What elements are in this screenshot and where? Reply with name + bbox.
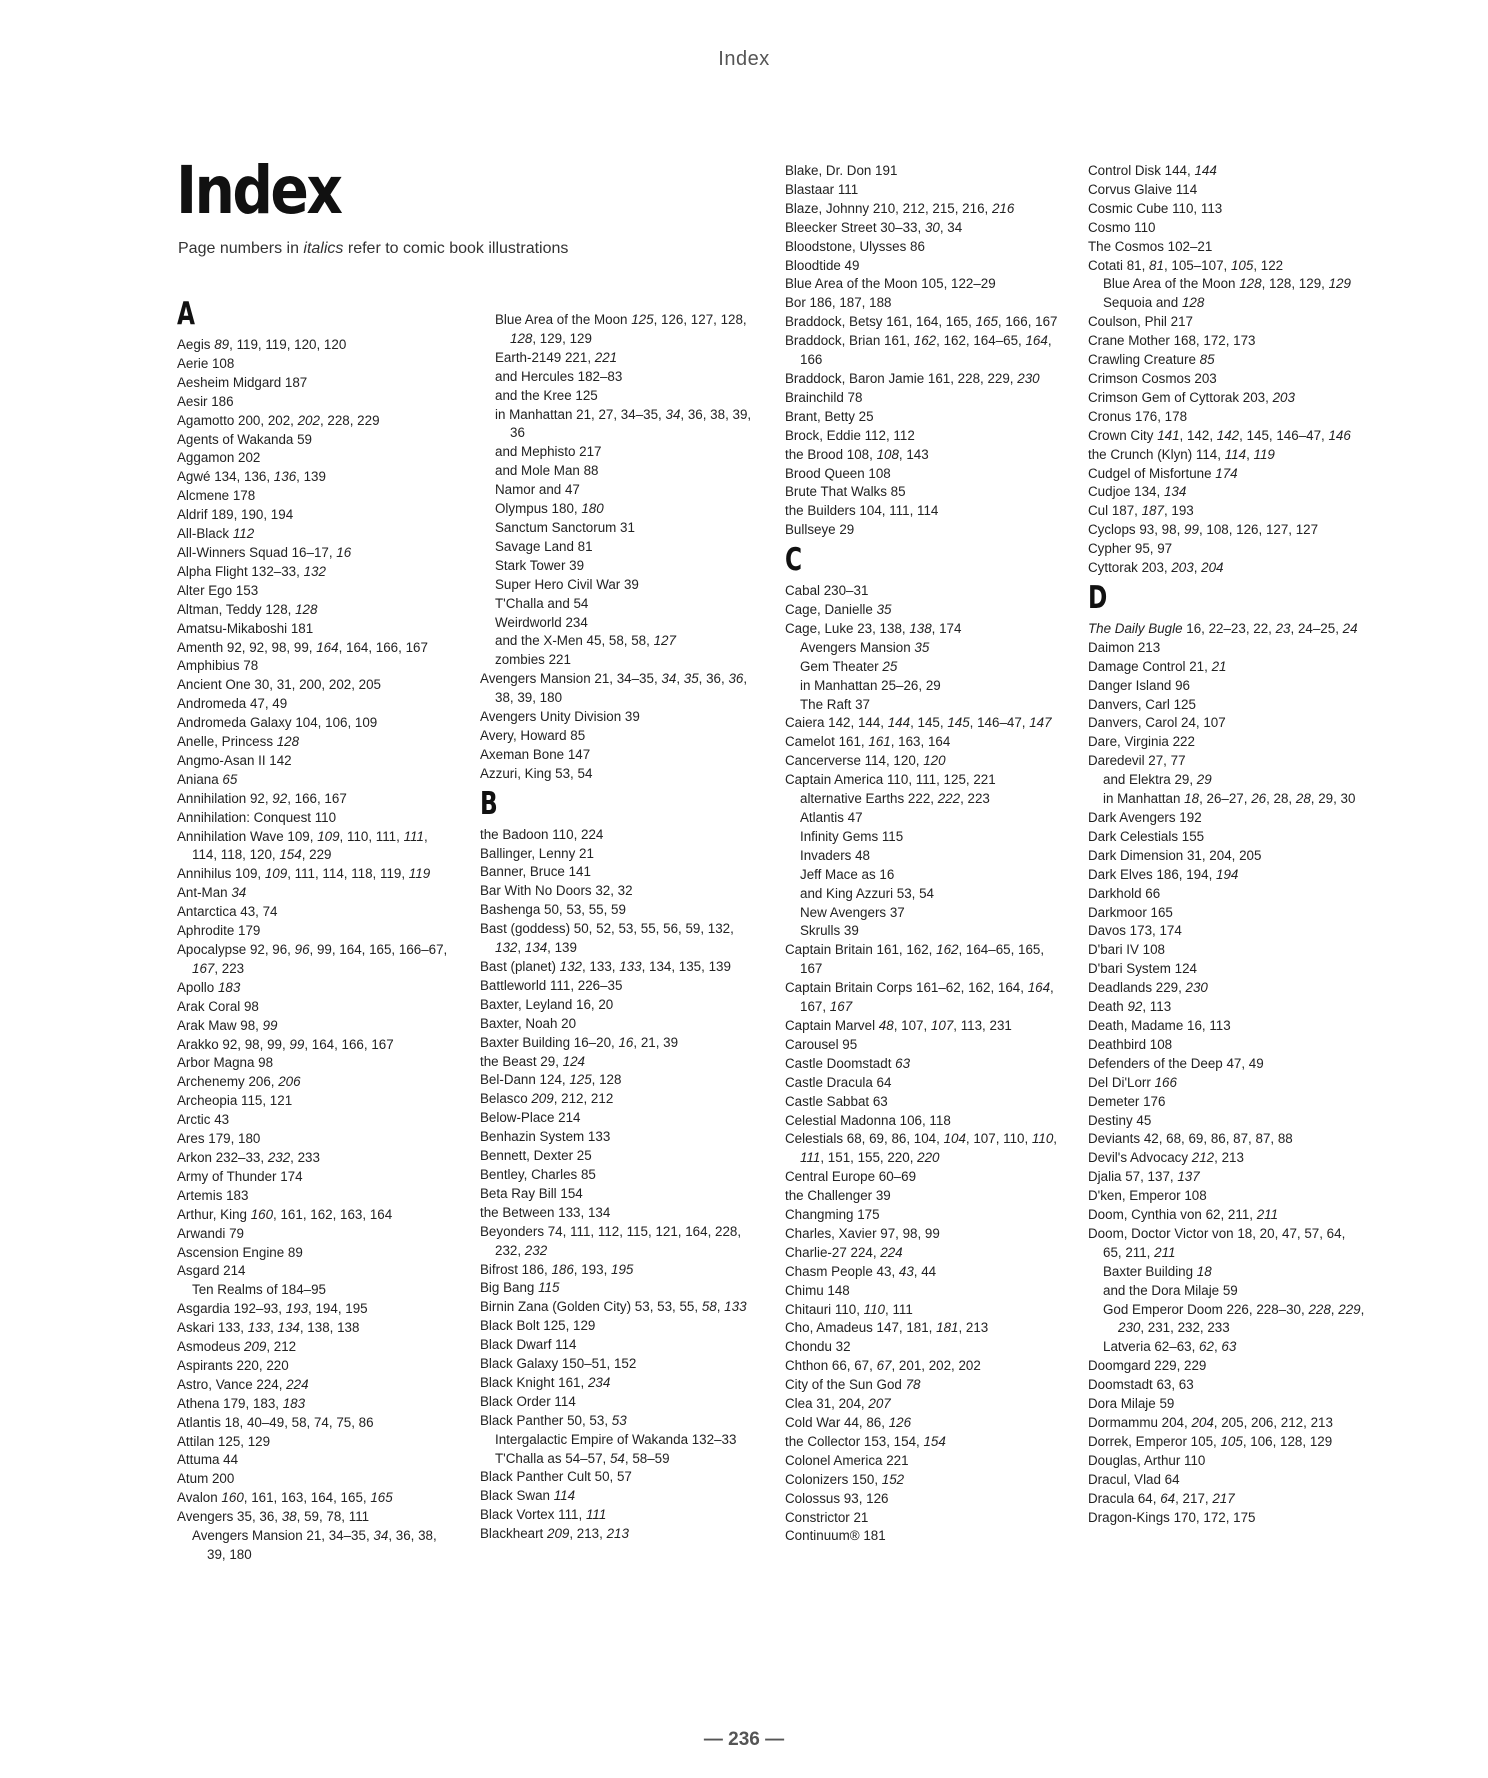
index-entry: Angmo-Asan II 142 — [177, 752, 292, 768]
index-subentry: in Manhattan 21, 27, 34–35, 34, 36, 38, 39, 36 — [495, 406, 752, 441]
index-subentry: Atlantis 47 — [800, 810, 863, 825]
index-entry: Celestials 68, 69, 86, 104, 104, 107, 110, 110, 111, 151, 155, 220, 220 — [785, 1131, 1058, 1166]
index-entry: Dark Elves 186, 194, 194 — [1088, 866, 1239, 882]
index-entry: Dora Milaje 59 — [1088, 1396, 1175, 1412]
index-entry: Cyclops 93, 98, 99, 108, 126, 127, 127 — [1088, 522, 1319, 538]
index-entry: Death, Madame 16, 113 — [1088, 1017, 1231, 1033]
index-entry: Atlantis 18, 40–49, 58, 74, 75, 86 — [177, 1414, 374, 1430]
index-entry: Aegis 89, 119, 119, 120, 120 — [177, 337, 347, 352]
index-entry: Aesheim Midgard 187 — [177, 374, 308, 390]
index-entry: Crane Mother 168, 172, 173 — [1088, 333, 1256, 349]
index-entry: Demeter 176 — [1088, 1093, 1166, 1109]
index-subentry: Baxter Building 18 — [1103, 1263, 1212, 1279]
index-entry: Death 92, 113 — [1088, 999, 1172, 1015]
index-entry: Aggamon 202 — [177, 450, 261, 466]
index-entry: the Between 133, 134 — [480, 1204, 611, 1220]
index-entry: Aesir 186 — [177, 393, 234, 409]
index-entry: Colonel America 221 — [785, 1452, 909, 1468]
index-entry: Danvers, Carl 125 — [1088, 696, 1196, 712]
index-entry: Bloodstone, Ulysses 86 — [785, 238, 925, 254]
index-entry: Brainchild 78 — [785, 389, 863, 405]
index-entry: Annihilation: Conquest 110 — [177, 809, 337, 825]
index-subentry: Skrulls 39 — [800, 923, 859, 939]
index-entry: Battleworld 111, 226–35 — [480, 977, 623, 993]
index-subentry: Latveria 62–63, 62, 63 — [1103, 1339, 1237, 1355]
index-subtitle — [178, 240, 568, 258]
index-subentry: Weirdworld 234 — [495, 614, 588, 630]
index-entry: Cosmo 110 — [1088, 219, 1156, 235]
index-subentry: Ten Realms of 184–95 — [192, 1282, 326, 1298]
index-entry: Black Knight 161, 234 — [480, 1374, 611, 1390]
index-entry: Arkon 232–33, 232, 233 — [177, 1149, 320, 1165]
index-entry: Asgardia 192–93, 193, 194, 195 — [177, 1301, 368, 1317]
index-entry: Astro, Vance 224, 224 — [177, 1376, 309, 1392]
index-subentry: Jeff Mace as 16 — [800, 866, 895, 882]
index-subentry: T'Challa and 54 — [495, 595, 589, 611]
index-column-4 — [1088, 162, 1366, 1527]
index-entry: Anelle, Princess 128 — [177, 734, 300, 750]
index-entry: Chasm People 43, 43, 44 — [785, 1263, 937, 1279]
index-subentry: Sanctum Sanctorum 31 — [495, 519, 635, 535]
index-entry: Beta Ray Bill 154 — [480, 1185, 583, 1201]
index-entry: Daimon 213 — [1088, 639, 1161, 655]
index-entry: Coulson, Phil 217 — [1088, 314, 1193, 330]
index-entry: Arthur, King 160, 161, 162, 163, 164 — [177, 1206, 393, 1222]
index-entry: Aspirants 220, 220 — [177, 1357, 289, 1373]
index-entry: Bast (planet) 132, 133, 133, 134, 135, 139 — [480, 959, 731, 974]
index-entry: Blue Area of the Moon 105, 122–29 — [785, 276, 996, 292]
index-entry: Cabal 230–31 — [785, 583, 869, 599]
index-entry: Andromeda 47, 49 — [177, 696, 288, 712]
index-subentry: and the Kree 125 — [495, 387, 598, 403]
index-entry: All-Black 112 — [177, 526, 255, 542]
index-entry: Danvers, Carol 24, 107 — [1088, 715, 1226, 731]
index-entry: Deadlands 229, 230 — [1088, 980, 1208, 996]
index-entry: Constrictor 21 — [785, 1509, 869, 1525]
index-entry: Blastaar 111 — [785, 181, 859, 197]
index-entry: Atum 200 — [177, 1471, 235, 1487]
index-entry: Djalia 57, 137, 137 — [1088, 1169, 1200, 1185]
index-entry: Amenth 92, 92, 98, 99, 164, 164, 166, 167 — [177, 639, 428, 655]
page-number: — 236 — — [703, 1729, 785, 1750]
index-subentry: Gem Theater 25 — [800, 658, 898, 674]
index-entry: Athena 179, 183, 183 — [177, 1395, 306, 1411]
index-entry: Blaze, Johnny 210, 212, 215, 216, 216 — [785, 200, 1015, 216]
index-entry: Big Bang 115 — [480, 1280, 560, 1296]
index-subentry: T'Challa as 54–57, 54, 58–59 — [495, 1450, 670, 1466]
index-entry: Agents of Wakanda 59 — [177, 431, 312, 447]
index-entry: Del Di'Lorr 166 — [1088, 1074, 1177, 1090]
index-subentry: and Elektra 29, 29 — [1103, 772, 1212, 788]
index-column-3 — [785, 162, 1063, 1546]
index-entry: Crown City 141, 142, 142, 145, 146–47, 146 — [1088, 427, 1351, 443]
index-entry: the Builders 104, 111, 114 — [785, 503, 939, 519]
index-entry: Ballinger, Lenny 21 — [480, 845, 594, 861]
index-entry: Bentley, Charles 85 — [480, 1166, 596, 1182]
index-entry: Avery, Howard 85 — [480, 727, 586, 743]
index-entry: Cosmic Cube 110, 113 — [1088, 200, 1223, 216]
index-subentry: Earth-2149 221, 221 — [495, 349, 618, 365]
index-entry: Daredevil 27, 77 — [1088, 753, 1186, 769]
index-entry: Baxter, Leyland 16, 20 — [480, 996, 614, 1012]
index-entry: Avengers 35, 36, 38, 59, 78, 111 — [177, 1509, 370, 1525]
index-entry: Chondu 32 — [785, 1339, 851, 1355]
index-entry: Baxter Building 16–20, 16, 21, 39 — [480, 1034, 679, 1050]
index-entry: Birnin Zana (Golden City) 53, 53, 55, 58, 133 — [480, 1299, 747, 1315]
index-entry: Cold War 44, 86, 126 — [785, 1415, 912, 1430]
index-entry: Arwandi 79 — [177, 1225, 244, 1241]
index-entry: Cyttorak 203, 203, 204 — [1088, 560, 1224, 576]
index-subentry: New Avengers 37 — [800, 904, 905, 920]
index-entry: Aldrif 189, 190, 194 — [177, 507, 294, 523]
index-entry: Crimson Cosmos 203 — [1088, 370, 1217, 386]
index-entry: Black Galaxy 150–51, 152 — [480, 1356, 637, 1372]
index-subentry: Olympus 180, 180 — [495, 501, 604, 517]
index-entry: Annihilus 109, 109, 111, 114, 118, 119, 119 — [177, 866, 431, 882]
index-entry: Dracul, Vlad 64 — [1088, 1471, 1180, 1487]
page-title: Index — [176, 152, 341, 229]
index-entry: Blackheart 209, 213, 213 — [480, 1526, 629, 1542]
index-entry: Cotati 81, 81, 105–107, 105, 122 — [1088, 257, 1284, 273]
index-entry: Deathbird 108 — [1088, 1036, 1173, 1052]
index-entry: Alpha Flight 132–33, 132 — [177, 563, 326, 579]
index-subentry: in Manhattan 18, 26–27, 26, 28, 28, 29, 30 — [1103, 791, 1356, 807]
index-entry: Avalon 160, 161, 163, 164, 165, 165 — [177, 1490, 393, 1506]
index-entry: Colonizers 150, 152 — [785, 1471, 905, 1487]
index-entry: Clea 31, 204, 207 — [785, 1396, 891, 1412]
index-subentry: and the X-Men 45, 58, 58, 127 — [495, 633, 676, 649]
index-subentry: Infinity Gems 115 — [800, 828, 904, 844]
index-entry: Antarctica 43, 74 — [177, 904, 278, 920]
index-entry: Attilan 125, 129 — [177, 1433, 271, 1449]
index-entry: Camelot 161, 161, 163, 164 — [785, 734, 951, 750]
section-letter-b: B — [480, 785, 498, 822]
index-entry: Ant-Man 34 — [177, 885, 247, 901]
index-entry: Castle Dracula 64 — [785, 1074, 892, 1090]
index-entry: Dorrek, Emperor 105, 105, 106, 128, 129 — [1088, 1433, 1333, 1449]
index-entry: Bar With No Doors 32, 32 — [480, 883, 633, 899]
index-entry: Douglas, Arthur 110 — [1088, 1452, 1206, 1468]
index-entry: Dark Avengers 192 — [1088, 810, 1202, 825]
index-entry: Archeopia 115, 121 — [177, 1093, 293, 1109]
index-entry: Dormammu 204, 204, 205, 206, 212, 213 — [1088, 1415, 1333, 1430]
index-entry: Attuma 44 — [177, 1452, 239, 1468]
index-entry: Cul 187, 187, 193 — [1088, 503, 1194, 519]
index-entry: Azzuri, King 53, 54 — [480, 765, 593, 781]
index-entry: Captain Britain Corps 161–62, 162, 164, 164, 167, 167 — [785, 980, 1054, 1015]
index-entry: Arctic 43 — [177, 1112, 230, 1128]
index-entry: Bifrost 186, 186, 193, 195 — [480, 1261, 634, 1277]
index-entry: Brute That Walks 85 — [785, 484, 906, 500]
index-entry: Black Dwarf 114 — [480, 1337, 577, 1353]
index-entry: Asgard 214 — [177, 1263, 246, 1279]
index-entry: Cudgel of Misfortune 174 — [1088, 465, 1238, 481]
index-entry: Altman, Teddy 128, 128 — [177, 601, 318, 617]
index-column-2 — [480, 311, 758, 1544]
index-entry: Braddock, Baron Jamie 161, 228, 229, 230 — [785, 370, 1040, 386]
index-entry: Annihilation Wave 109, 109, 110, 111, 111, 114, 118, 120, 154, 229 — [177, 828, 428, 863]
index-entry: Cudjoe 134, 134 — [1088, 484, 1187, 500]
index-entry: Avengers Unity Division 39 — [480, 709, 640, 725]
index-subentry: Blue Area of the Moon 125, 126, 127, 128, 128, 129, 129 — [495, 312, 747, 346]
index-entry: Carousel 95 — [785, 1036, 858, 1052]
index-entry: Defenders of the Deep 47, 49 — [1088, 1055, 1264, 1071]
index-entry: Devil's Advocacy 212, 213 — [1088, 1150, 1244, 1166]
index-entry: The Cosmos 102–21 — [1088, 238, 1213, 254]
section-letter-c: C — [785, 542, 803, 579]
index-entry: Destiny 45 — [1088, 1112, 1152, 1128]
index-entry: Castle Sabbat 63 — [785, 1093, 888, 1109]
index-entry: Aerie 108 — [177, 355, 235, 371]
index-entry: Cypher 95, 97 — [1088, 541, 1173, 557]
index-subentry: God Emperor Doom 226, 228–30, 228, 229, 230, 231, 232, 233 — [1103, 1301, 1365, 1336]
index-entry: Arak Maw 98, 99 — [177, 1017, 278, 1033]
index-entry: Colossus 93, 126 — [785, 1490, 889, 1506]
index-subentry: in Manhattan 25–26, 29 — [800, 677, 941, 693]
index-entry: Castle Doomstadt 63 — [785, 1055, 911, 1071]
index-entry: Agamotto 200, 202, 202, 228, 229 — [177, 412, 380, 428]
index-entry: Baxter, Noah 20 — [480, 1015, 577, 1031]
index-entry: Continuum® 181 — [785, 1528, 886, 1544]
index-entry: Captain Marvel 48, 107, 107, 113, 231 — [785, 1017, 1012, 1033]
index-entry: Brood Queen 108 — [785, 465, 891, 481]
index-subentry: The Raft 37 — [800, 696, 870, 712]
index-column-1 — [177, 296, 455, 1565]
index-entry: Banner, Bruce 141 — [480, 864, 591, 880]
index-entry: Charles, Xavier 97, 98, 99 — [785, 1225, 940, 1241]
index-entry: Central Europe 60–69 — [785, 1169, 917, 1185]
index-entry: Davos 173, 174 — [1088, 923, 1182, 939]
index-entry: Dark Celestials 155 — [1088, 828, 1205, 844]
index-entry: Bennett, Dexter 25 — [480, 1148, 592, 1164]
index-entry: Annihilation 92, 92, 166, 167 — [177, 790, 347, 806]
index-entry: Chitauri 110, 110, 111 — [785, 1301, 913, 1317]
index-subentry: zombies 221 — [495, 652, 571, 668]
index-entry: Cage, Luke 23, 138, 138, 174 — [785, 620, 962, 636]
index-entry: the Challenger 39 — [785, 1188, 891, 1204]
index-entry: Control Disk 144, 144 — [1088, 163, 1217, 178]
index-entry: Caiera 142, 144, 144, 145, 145, 146–47, 147 — [785, 715, 1052, 731]
index-entry: Alter Ego 153 — [177, 582, 259, 598]
index-entry: Black Panther 50, 53, 53 — [480, 1412, 627, 1428]
index-entry: The Daily Bugle 16, 22–23, 22, 23, 24–25, 24 — [1088, 620, 1358, 636]
index-entry: Doomstadt 63, 63 — [1088, 1377, 1194, 1393]
index-entry: Benhazin System 133 — [480, 1129, 611, 1145]
index-subentry: Avengers Mansion 35 — [800, 639, 930, 655]
index-entry: the Badoon 110, 224 — [480, 826, 604, 842]
index-entry: Bast (goddess) 50, 52, 53, 55, 56, 59, 132, 132, 134, 139 — [480, 921, 734, 956]
index-entry: City of the Sun God 78 — [785, 1377, 921, 1393]
index-subentry: Namor and 47 — [495, 482, 580, 498]
index-entry: Captain America 110, 111, 125, 221 — [785, 772, 996, 788]
index-entry: Crawling Creature 85 — [1088, 352, 1215, 368]
index-entry: the Collector 153, 154, 154 — [785, 1433, 946, 1449]
index-entry: the Brood 108, 108, 143 — [785, 446, 929, 462]
index-entry: Bleecker Street 30–33, 30, 34 — [785, 219, 963, 235]
index-entry: D'bari IV 108 — [1088, 942, 1165, 958]
index-entry: Crimson Gem of Cyttorak 203, 203 — [1088, 389, 1295, 405]
index-entry: Cage, Danielle 35 — [785, 602, 892, 618]
index-entry: Belasco 209, 212, 212 — [480, 1091, 614, 1107]
index-entry: Brock, Eddie 112, 112 — [785, 427, 915, 443]
index-subentry: and King Azzuri 53, 54 — [800, 885, 934, 901]
index-subentry: Invaders 48 — [800, 847, 870, 863]
subtitle-lead: Page numbers in — [178, 240, 304, 257]
index-entry: the Crunch (Klyn) 114, 114, 119 — [1088, 446, 1275, 462]
index-entry: Dark Dimension 31, 204, 205 — [1088, 847, 1262, 863]
index-entry: Doom, Cynthia von 62, 211, 211 — [1088, 1207, 1279, 1223]
index-subentry: Intergalactic Empire of Wakanda 132–33 — [495, 1431, 737, 1447]
index-entry: Axeman Bone 147 — [480, 746, 591, 762]
index-entry: Black Order 114 — [480, 1393, 576, 1409]
index-entry: D'ken, Emperor 108 — [1088, 1188, 1207, 1204]
index-entry: Deviants 42, 68, 69, 86, 87, 87, 88 — [1088, 1131, 1293, 1147]
index-subentry: alternative Earths 222, 222, 223 — [800, 791, 990, 807]
index-subentry: Super Hero Civil War 39 — [495, 576, 639, 592]
section-letter-d: D — [1088, 579, 1108, 616]
index-entry: Alcmene 178 — [177, 488, 256, 504]
index-subentry: and Hercules 182–83 — [495, 368, 623, 384]
index-entry: Bullseye 29 — [785, 522, 855, 538]
index-subentry: Avengers Mansion 21, 34–35, 34, 36, 38, 39, 180 — [192, 1528, 437, 1562]
index-entry: Braddock, Brian 161, 162, 162, 164–65, 164, 166 — [785, 333, 1052, 368]
index-entry: Bor 186, 187, 188 — [785, 295, 892, 311]
index-entry: Beyonders 74, 111, 112, 115, 121, 164, 228, 232, 232 — [480, 1223, 742, 1258]
index-entry: Ares 179, 180 — [177, 1131, 261, 1147]
index-entry: Apollo 183 — [177, 979, 241, 995]
index-entry: Arbor Magna 98 — [177, 1055, 274, 1071]
index-entry: Doomgard 229, 229 — [1088, 1358, 1207, 1374]
index-entry: All-Winners Squad 16–17, 16 — [177, 544, 352, 560]
index-entry: Dare, Virginia 222 — [1088, 734, 1195, 750]
index-entry: Black Panther Cult 50, 57 — [480, 1469, 632, 1485]
index-entry: Brant, Betty 25 — [785, 408, 874, 424]
index-entry: Cronus 176, 178 — [1088, 408, 1188, 424]
index-entry: Arak Coral 98 — [177, 998, 259, 1014]
index-entry: Dragon-Kings 170, 172, 175 — [1088, 1509, 1256, 1525]
index-entry: Asmodeus 209, 212 — [177, 1339, 297, 1355]
subtitle-italics: italics — [303, 240, 344, 257]
section-letter-a: A — [177, 296, 195, 332]
index-entry: Below-Place 214 — [480, 1110, 581, 1126]
index-subentry: Savage Land 81 — [495, 538, 593, 554]
index-entry: Askari 133, 133, 134, 138, 138 — [177, 1320, 360, 1336]
index-entry: Chthon 66, 67, 67, 201, 202, 202 — [785, 1358, 981, 1374]
index-entry: Corvus Glaive 114 — [1088, 181, 1198, 197]
index-subentry: Sequoia and 128 — [1103, 295, 1205, 311]
index-entry: Bloodtide 49 — [785, 257, 860, 273]
index-entry: Agwé 134, 136, 136, 139 — [177, 469, 326, 485]
index-entry: Bashenga 50, 53, 55, 59 — [480, 902, 626, 918]
index-entry: Black Bolt 125, 129 — [480, 1318, 596, 1334]
index-subentry: Stark Tower 39 — [495, 557, 585, 573]
index-entry: Black Swan 114 — [480, 1488, 576, 1504]
index-entry: Artemis 183 — [177, 1187, 249, 1203]
index-entry: Avengers Mansion 21, 34–35, 34, 35, 36, 36, 38, 39, 180 — [480, 671, 748, 706]
index-entry: Darkmoor 165 — [1088, 904, 1173, 920]
index-subentry: Blue Area of the Moon 128, 128, 129, 129 — [1103, 276, 1351, 292]
index-entry: Captain Britain 161, 162, 162, 164–65, 165, 167 — [785, 942, 1045, 977]
index-entry: Cancerverse 114, 120, 120 — [785, 753, 946, 769]
index-subentry: and Mole Man 88 — [495, 463, 599, 479]
index-entry: Chimu 148 — [785, 1282, 850, 1298]
index-entry: Aniana 65 — [177, 771, 238, 787]
index-entry: Changming 175 — [785, 1207, 880, 1223]
index-entry: Aphrodite 179 — [177, 923, 261, 939]
index-entry: Cho, Amadeus 147, 181, 181, 213 — [785, 1320, 989, 1336]
index-entry: Arakko 92, 98, 99, 99, 164, 166, 167 — [177, 1036, 394, 1052]
index-entry: Doom, Doctor Victor von 18, 20, 47, 57, 64, 65, 211, 211 — [1088, 1225, 1346, 1260]
subtitle-tail: refer to comic book illustrations — [343, 240, 569, 257]
index-entry: Andromeda Galaxy 104, 106, 109 — [177, 715, 378, 731]
index-entry: Army of Thunder 174 — [177, 1168, 303, 1184]
index-subentry: and the Dora Milaje 59 — [1103, 1282, 1238, 1298]
index-entry: the Beast 29, 124 — [480, 1053, 585, 1069]
index-entry: Black Vortex 111, 111 — [480, 1507, 607, 1523]
index-entry: Charlie-27 224, 224 — [785, 1244, 903, 1260]
index-entry: Bel-Dann 124, 125, 128 — [480, 1072, 622, 1088]
index-entry: Ancient One 30, 31, 200, 202, 205 — [177, 677, 381, 693]
index-entry: Amphibius 78 — [177, 658, 259, 674]
index-entry: Danger Island 96 — [1088, 677, 1190, 693]
index-entry: Darkhold 66 — [1088, 885, 1161, 901]
index-subentry: and Mephisto 217 — [495, 444, 602, 460]
index-entry: Ascension Engine 89 — [177, 1244, 303, 1260]
index-entry: Blake, Dr. Don 191 — [785, 163, 898, 178]
index-entry: Apocalypse 92, 96, 96, 99, 164, 165, 166–67, 167, 223 — [177, 942, 448, 976]
index-entry: Archenemy 206, 206 — [177, 1074, 301, 1090]
index-entry: D'bari System 124 — [1088, 961, 1197, 977]
index-entry: Braddock, Betsy 161, 164, 165, 165, 166, 167 — [785, 314, 1058, 330]
index-entry: Amatsu-Mikaboshi 181 — [177, 620, 314, 636]
index-entry: Dracula 64, 64, 217, 217 — [1088, 1490, 1235, 1506]
index-entry: Celestial Madonna 106, 118 — [785, 1112, 951, 1128]
running-head: Index — [718, 48, 770, 70]
index-entry: Damage Control 21, 21 — [1088, 658, 1227, 674]
